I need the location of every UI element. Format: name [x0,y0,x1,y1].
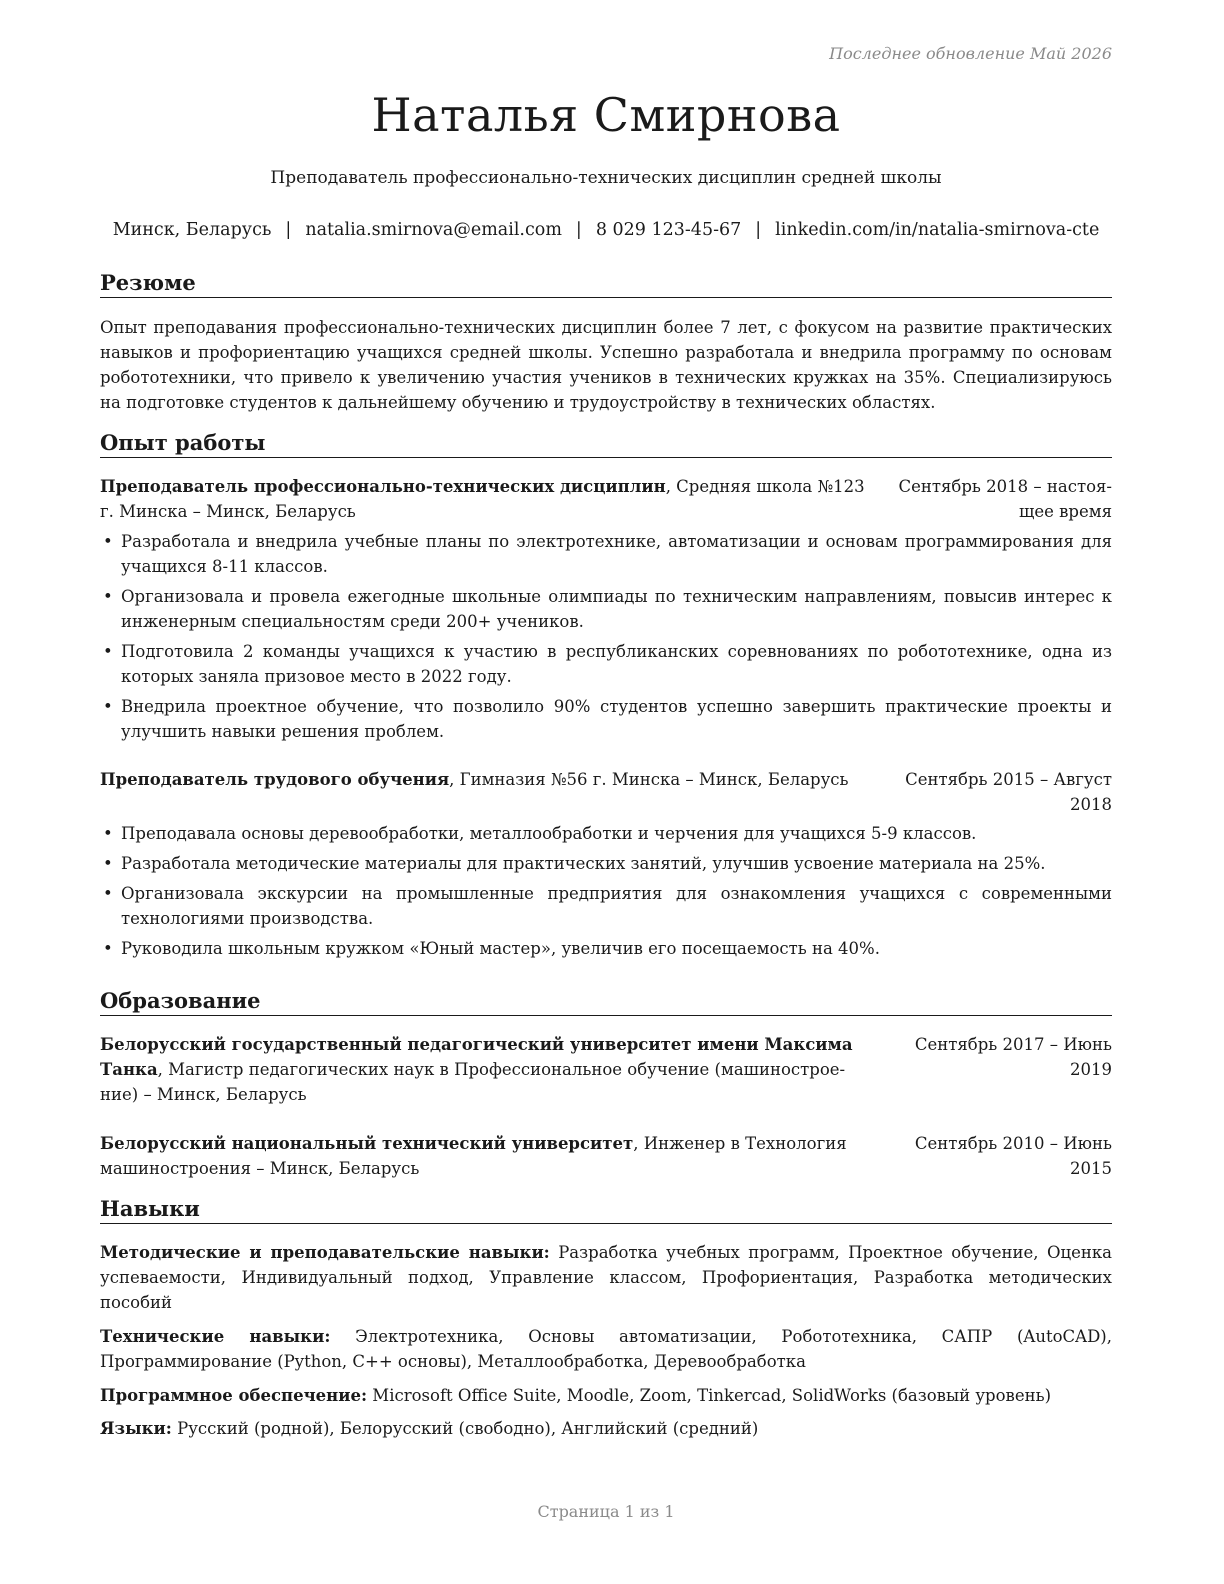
list-item: • Преподавала основы деревообработки, металлообработки и черчения для учащихся 5-9 классов. [100,821,1112,846]
section-heading-summary: Резюме [100,270,1112,298]
contact-phone[interactable]: 8 029 123-45-67 [595,220,742,240]
education-degree-cont: машиностроения – Минск, Беларусь [100,1159,420,1178]
skill-label: Методические и преподавательские навыки: [100,1243,550,1262]
skill-group [100,1324,1112,1374]
contact-line [100,220,1112,240]
list-item: • Разработала методические материалы для практических занятий, улучшив усвоение материала на 25%. [100,851,1112,876]
list-item: • Организовала экскурсии на промышленные предприятия для ознакомления учащихся с современными технологиями производства. [100,881,1112,931]
education-degree: , Инженер в Технология [633,1134,847,1153]
contact-separator: | [575,220,582,240]
page-number: Страница 1 из 1 [537,1502,675,1521]
list-item: • Внедрила проектное обучение, что позволило 90% студентов успешно завершить практические проекты и улучшить навыки решения проблем. [100,694,1112,744]
list-item: • Руководила школьным кружком «Юный мастер», увеличив его посещаемость на 40%. [100,936,1112,961]
contact-separator: | [755,220,762,240]
job-bullets [100,821,1112,966]
section-heading-skills: Навыки [100,1196,1112,1224]
education-school: Белорусский государственный педагогический университет имени Максима [100,1035,853,1054]
job-role: Преподаватель профессионально-технических дисциплин [100,477,666,496]
education-entry [100,1032,1112,1108]
list-item: • Разработала и внедрила учебные планы по электротехнике, автоматизации и основам программирования для учащихся 8-11 классов. [100,529,1112,579]
skill-group [100,1383,1112,1408]
contact-separator: | [285,220,292,240]
job-role: Преподаватель трудового обучения [100,770,450,789]
job-dates: Сентябрь 2018 – настоя- [898,477,1112,496]
skill-value: Разработка учебных программ, Проектное обучение, Оценка успеваемости, Индивидуальный подход, Управление классом, Профориентация, Разработка методических пособий [100,1243,1113,1312]
education-dates-end: 2015 [1070,1159,1112,1178]
contact-location: Минск, Беларусь [112,220,272,240]
education-dates: Сентябрь 2010 – Июнь [914,1134,1112,1153]
candidate-title: Преподаватель профессионально-технических дисциплин средней школы [270,168,942,188]
job-dates: Сентябрь 2015 – Август [905,770,1112,789]
job-employer: , Средняя школа №123 [665,477,865,496]
skill-value: Русский (родной), Белорусский (свободно), Английский (средний) [171,1419,759,1438]
job-dates-end: 2018 [1070,795,1112,814]
list-item: • Подготовила 2 команды учащихся к участию в республиканских соревнованиях по робототехнике, одна из которых заняла призовое место в 2022 году. [100,639,1112,689]
job-bullets [100,529,1112,749]
summary-text: Опыт преподавания профессионально-технических дисциплин более 7 лет, с фокусом на развитие практических навыков и профориентацию учащихся средней школы. Успешно разработала и внедрила программу по основам робототехники, что привело к увеличению участия учеников в технических кружках на 35%. Специализируюсь на подготовке студентов к дальнейшему обучению и трудоустройству в технических областях. [100,318,1112,412]
education-degree: , Магистр педагогических наук в Профессиональное обучение (машинострое- [157,1060,846,1079]
education-dates: Сентябрь 2017 – Июнь [914,1035,1112,1054]
list-item: • Организовала и провела ежегодные школьные олимпиады по техническим направлениям, повысив интерес к инженерным специальностям среди 200+ учеников. [100,584,1112,634]
job-header [100,474,1112,524]
job-employer: , Гимназия №56 г. Минска – Минск, Беларусь [449,770,849,789]
candidate-name: Наталья Смирнова [371,88,841,142]
skill-value: Microsoft Office Suite, Moodle, Zoom, Tinkercad, SolidWorks (базовый уровень) [367,1386,1052,1405]
skill-label: Программное обеспечение: [100,1386,368,1405]
skill-group [100,1240,1112,1315]
job-employer-location: г. Минска – Минск, Беларусь [100,502,356,521]
skill-group [100,1416,1112,1441]
contact-email[interactable]: natalia.smirnova@email.com [305,220,562,240]
education-entry [100,1131,1112,1181]
skill-label: Языки: [100,1419,172,1438]
section-heading-experience: Опыт работы [100,430,1112,458]
section-heading-education: Образование [100,988,1112,1016]
last-updated: Последнее обновление Май 2026 [829,44,1112,63]
job-header [100,767,1112,817]
education-degree-cont: ние) – Минск, Беларусь [100,1085,307,1104]
education-school: Белорусский национальный технический университет [100,1134,634,1153]
skill-value: Электротехника, Основы автоматизации, Робототехника, САПР (AutoCAD), Программирование (Python, C++ основы), Металлообработка, Деревообработка [100,1327,1112,1371]
contact-linkedin[interactable]: linkedin.com/in/natalia-smirnova-cte [775,220,1100,240]
education-school-cont: Танка [100,1060,158,1079]
job-dates-end: щее время [1019,502,1112,521]
education-dates-end: 2019 [1070,1060,1112,1079]
skill-label: Технические навыки: [100,1327,331,1346]
